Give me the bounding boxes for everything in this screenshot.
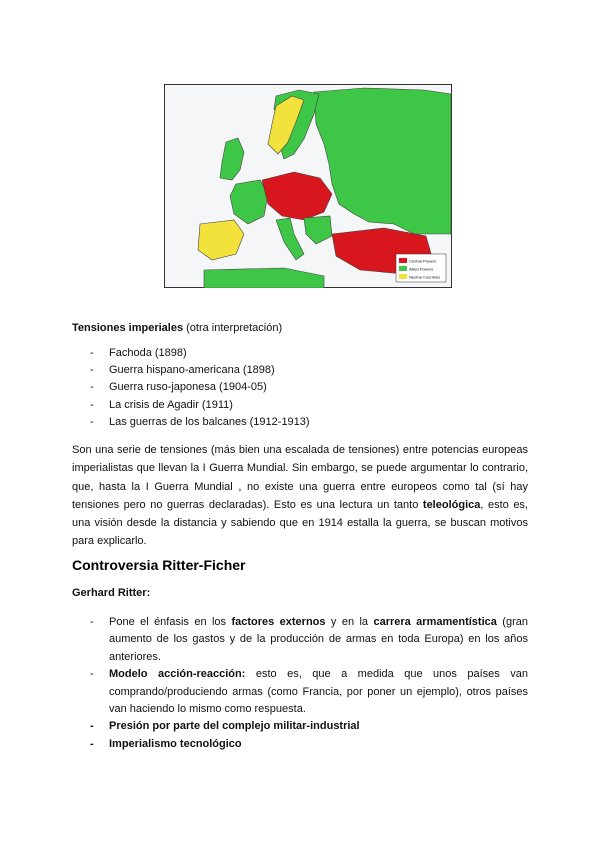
legend-swatch-central bbox=[399, 258, 407, 263]
teleologica-term: teleológica bbox=[422, 498, 481, 511]
ritter-list bbox=[90, 614, 528, 753]
list-item: - Presión por parte del complejo militar-industrial bbox=[90, 720, 360, 733]
legend-swatch-neutral bbox=[399, 274, 407, 279]
list-item: - Imperialismo tecnológico bbox=[90, 737, 242, 750]
legend-swatch-allied bbox=[399, 266, 407, 271]
list-item: - Pone el énfasis en los factores externos y en la carrera armamentística (gran aumento de los gastos y de la producción de armas en toda Europa) en los años anteriores. bbox=[90, 616, 528, 663]
legend-label-neutral: Neutral Countries bbox=[409, 274, 441, 280]
map-legend bbox=[396, 254, 446, 282]
tensiones-heading-bold: Tensiones imperiales bbox=[72, 322, 184, 334]
list-item: - Guerra hispano-americana (1898) bbox=[90, 364, 275, 377]
list-item: - La crisis de Agadir (1911) bbox=[90, 398, 233, 411]
list-item: - Guerra ruso-japonesa (1904-05) bbox=[90, 381, 267, 394]
europe-alliances-map bbox=[164, 84, 452, 288]
tensiones-heading bbox=[72, 320, 282, 337]
tensiones-paragraph: Son una serie de tensiones (más bien una escalada de tensiones) entre potencias europeas imperialistas que llevan la I Guerra Mundial. Sin embargo, se puede argumentar lo contrario, que, hasta la I Guerra Mundial , no existe una guerra entre europeos como tal (sí hay tensiones pero no guerras declaradas). Esto es una lectura un tanto teleológica, esto es, una visión desde la distancia y sabiendo que en 1914 estalla la guerra, se buscan motivos para explicarlo. bbox=[72, 444, 528, 548]
legend-label-allied: Allied Powers bbox=[409, 266, 434, 272]
list-item: - Las guerras de los balcanes (1912-1913) bbox=[90, 415, 310, 428]
controversia-heading: Controversia Ritter-Ficher bbox=[72, 557, 246, 573]
tensiones-heading-rest: (otra interpretación) bbox=[183, 322, 283, 334]
ritter-subheading: Gerhard Ritter: bbox=[72, 587, 151, 599]
list-item: - Fachoda (1898) bbox=[90, 347, 187, 359]
legend-label-central: Central Powers bbox=[409, 258, 437, 264]
list-item: - Modelo acción-reacción: esto es, que a medida que unos países van comprando/produciendo armas (como Francia, por poner un ejemplo), otros países van haciendo lo mismo como respuesta. bbox=[90, 668, 528, 716]
tensiones-list bbox=[90, 345, 310, 431]
